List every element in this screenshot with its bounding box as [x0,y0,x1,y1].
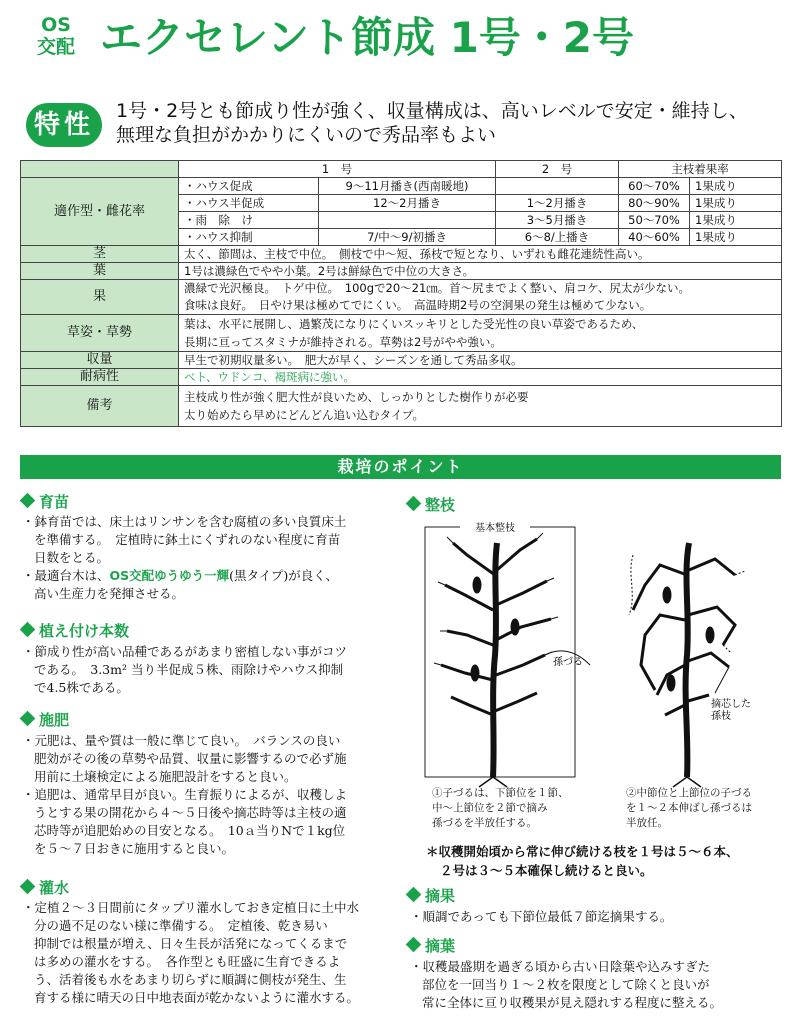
vigor-line-1: 葉は、水平に展開し、過繁茂になりにくいスッキリとした受光性の良い草姿であるため、 [184,317,644,331]
notes-line-1: 主枝成り性が強く肥大性が良いため、しっかりとした樹作りが必要 [184,390,529,404]
brand-mark [26,14,86,58]
section-fert-title: 施肥 [39,711,70,729]
brand-line-1: OS [41,14,71,36]
text-line: ・鉢育苗では、床土はリンサンを含む腐植の多い良質床土 [22,514,347,529]
notes-label: 備考 [21,386,179,427]
grandchild-label: 孫づる [553,657,583,668]
pruning-note-2: ②中節位と上節位の子づる を１～２本伸ばし孫づるは 半放任。 [626,787,752,829]
pruning-diagram [405,515,785,800]
leaf-label: 葉 [21,263,179,280]
stem-label: 茎 [21,246,179,263]
feature-line-1: 1号・2号とも節成り性が強く、収量構成は、高いレベルで安定・維持し、 [116,100,748,122]
vigor-text [179,315,782,352]
plant-basic-icon [434,533,558,787]
section-fert-heading [20,710,69,730]
diamond-bullet-icon [20,879,36,895]
text-line: 分の過不足のない様に準備する。 定植後、乾き易い [34,918,328,933]
text-line: 日数をとる。 [34,550,110,565]
crop-fruit: 1果成り [690,195,782,212]
text-line: ・収穫最盛期を過ぎる頃から古い日陰葉や込みすぎた [410,959,711,974]
crop-no1: 12～2月播き [319,195,496,212]
crop-rate: 60～70% [619,178,690,195]
section-planting-title: 植え付け本数 [39,622,130,640]
text-line: 育する様に晴天の日中地表面が乾かないように灌水する。 [34,990,360,1005]
table-row [21,386,782,427]
diamond-bullet-icon [406,887,422,903]
text-line: ・節成り性が高い品種であるがあまり密植しない事がコツ [22,644,348,659]
text-line: 肥効がその後の草勢や品質、収量に影響するので必ず施 [34,751,347,766]
crop-no2: 6～8/上播き [496,229,619,246]
table-row [21,280,782,315]
section-fert-body [22,732,347,858]
text-line: ・追肥は、通常早目が良い。生育振りによるが、収穫しよ [22,787,348,802]
section-tekika-title: 摘果 [425,887,456,905]
crop-fruit: 1果成り [690,178,782,195]
diagram-label: 基本整枝 [475,523,515,534]
diamond-bullet-icon [20,711,36,727]
crop-no2: 3～5月播き [496,212,619,229]
pinched-label-2: 孫枝 [711,711,731,722]
pruning-star-note-1: ＊収穫開始頃から常に伸び続ける枝を１号は５～６本、 [426,844,739,859]
table-row [21,352,782,369]
fruit-line-1: 濃緑で光沢極良。 トゲ中位。 100gで20～21㎝。首～尻までよく整い、肩コケ、尻太が少ない。 [184,281,690,295]
diamond-bullet-icon [20,493,36,509]
section-pruning-title: 整枝 [425,496,456,514]
crop-no2: 1～2月播き [496,195,619,212]
text-line: 抑制では根量が増え、日々生長が活発になってくるまで [34,936,348,951]
cultivation-points-banner: 栽培のポイント [20,455,781,479]
crop-type: ・ハウス半促成 [179,195,319,212]
yield-text: 早生で初期収量多い。 肥大が早く、シーズンを通して秀品多収。 [179,352,782,369]
section-tekika-heading [406,886,455,906]
section-ikubyo-body [22,513,346,603]
vigor-line-2: 長期に亘ってスタミナが維持される。草勢は2号がやや強い。 [184,335,502,349]
cropping-label: 適作型・雌花率 [21,178,179,246]
crop-rate: 50～70% [619,212,690,229]
section-ikubyo-title: 育苗 [39,493,70,511]
section-water-body [22,899,359,1007]
pinched-label-1: 摘芯した [711,699,751,710]
text-line: 部位を一回当り１～２枚を限度として除くと良いが [422,977,710,992]
diamond-bullet-icon [406,937,422,953]
text-line: う、活着後も水をあまり切らずに順調に側枝が発生、生 [34,972,347,987]
crop-no1: 7/中～9/初播き [319,229,496,246]
col-header-no2: 2 号 [496,161,619,178]
crop-rate: 40～60% [619,229,690,246]
section-tekiyo-title: 摘葉 [425,937,456,955]
table-row [21,246,782,263]
fruit-label: 果 [21,280,179,315]
leaf-text: 1号は濃緑色でやや小葉。2号は鮮緑色で中位の大きさ。 [179,263,782,280]
crop-type: ・雨 除 け [179,212,319,229]
table-row [21,178,782,195]
text-line: 高い生産力を発揮させる。 [34,586,185,601]
text-line: で4.5株である。 [34,680,129,695]
text-line: は多めの灌水をする。 各作型とも旺盛に生育できるよ [34,954,341,969]
text-line: である。 3.3m² 当り半促成５株、雨除けやハウス抑制 [34,662,344,677]
section-water-title: 灌水 [39,879,70,897]
diamond-bullet-icon [20,622,36,638]
section-tekiyo-heading [406,936,455,956]
text-line: を５～７日おきに施用すると良い。 [34,841,235,856]
section-ikubyo-heading [20,492,69,512]
crop-no1 [319,212,496,229]
crop-no1: 9～11月播き(西南暖地) [319,178,496,195]
plant-advanced-icon [629,543,745,787]
rootstock-name: OS交配ゆうゆう一輝 [109,568,230,583]
fruit-text [179,280,782,315]
pruning-star-note-2: ２号は３～５本確保し続けると良い。 [440,863,653,878]
table-row [21,369,782,386]
feature-line-2: 無理な負担がかかりにくいので秀品率もよい [116,124,497,146]
pruning-note-1: ①子づるは、下節位を１節、 中～上節位を２節で摘み 孫づるを半放任する。 [432,787,569,829]
text-line: 芯時等が追肥始めの目安となる。 10ａ当りNで１kg位 [34,823,346,838]
text-line: ・元肥は、量や質は一般に準じて良い。 バランスの良い [22,733,341,748]
text-line: ・最適台木は、OS交配ゆうゆう一輝(黒タイプ)が良く、 [22,568,339,583]
section-tekiyo-body [410,958,722,1012]
text-line: ・定植２～３日間前にタップリ灌水しておき定植日に土中水 [22,900,360,915]
notes-text [179,386,782,427]
table-row [21,315,782,352]
text-line: 用前に土壌検定による施肥設計をすると良い。 [34,769,297,784]
text-line: ・順調であっても下節位最低７節迄摘果する。 [410,909,673,924]
text-line: を準備する。 定植時に鉢土にくずれのない程度に育苗 [34,532,341,547]
page-title: エクセレント節成 1号・2号 [100,13,635,62]
text-line: うとする果の開花から４～５日後や摘芯時等は主枝の適 [34,805,347,820]
disease-label: 耐病性 [21,369,179,386]
col-header-rate: 主枝着果率 [619,161,782,178]
crop-fruit: 1果成り [690,212,782,229]
crop-type: ・ハウス抑制 [179,229,319,246]
yield-label: 収量 [21,352,179,369]
crop-rate: 80～90% [619,195,690,212]
section-pruning-heading [406,495,455,515]
col-header-no1: 1 号 [179,161,496,178]
vigor-label: 草姿・草勢 [21,315,179,352]
crop-no2 [496,178,619,195]
text-line: 常に全体に亘り収穫果が見え隠れする程度に整える。 [422,995,723,1010]
diamond-bullet-icon [406,496,422,512]
section-water-heading [20,878,69,898]
brand-line-2: 交配 [36,36,75,58]
spec-table [20,160,782,427]
crop-type: ・ハウス促成 [179,178,319,195]
fruit-line-2: 食味は良好。 日やけ果は極めてでにくい。 高温時期2号の空洞果の発生は極めて少ない。 [184,298,652,312]
stem-text: 太く、節間は、主枝で中位。 側枝で中～短、孫枝で短となり、いずれも雌花連続性高い。 [179,246,782,263]
disease-text: ベト、ウドンコ、褐斑病に強い。 [179,369,782,386]
table-row [21,263,782,280]
notes-line-2: 太り始めたら早めにどんどん追い込むタイプ。 [184,408,425,422]
pinched-pointer [715,667,729,693]
section-planting-body [22,643,347,697]
table-header-row [21,161,782,178]
feature-badge: 特性 [26,103,102,147]
section-tekika-body [410,908,672,926]
section-planting-heading [20,621,129,641]
crop-fruit: 1果成り [690,229,782,246]
